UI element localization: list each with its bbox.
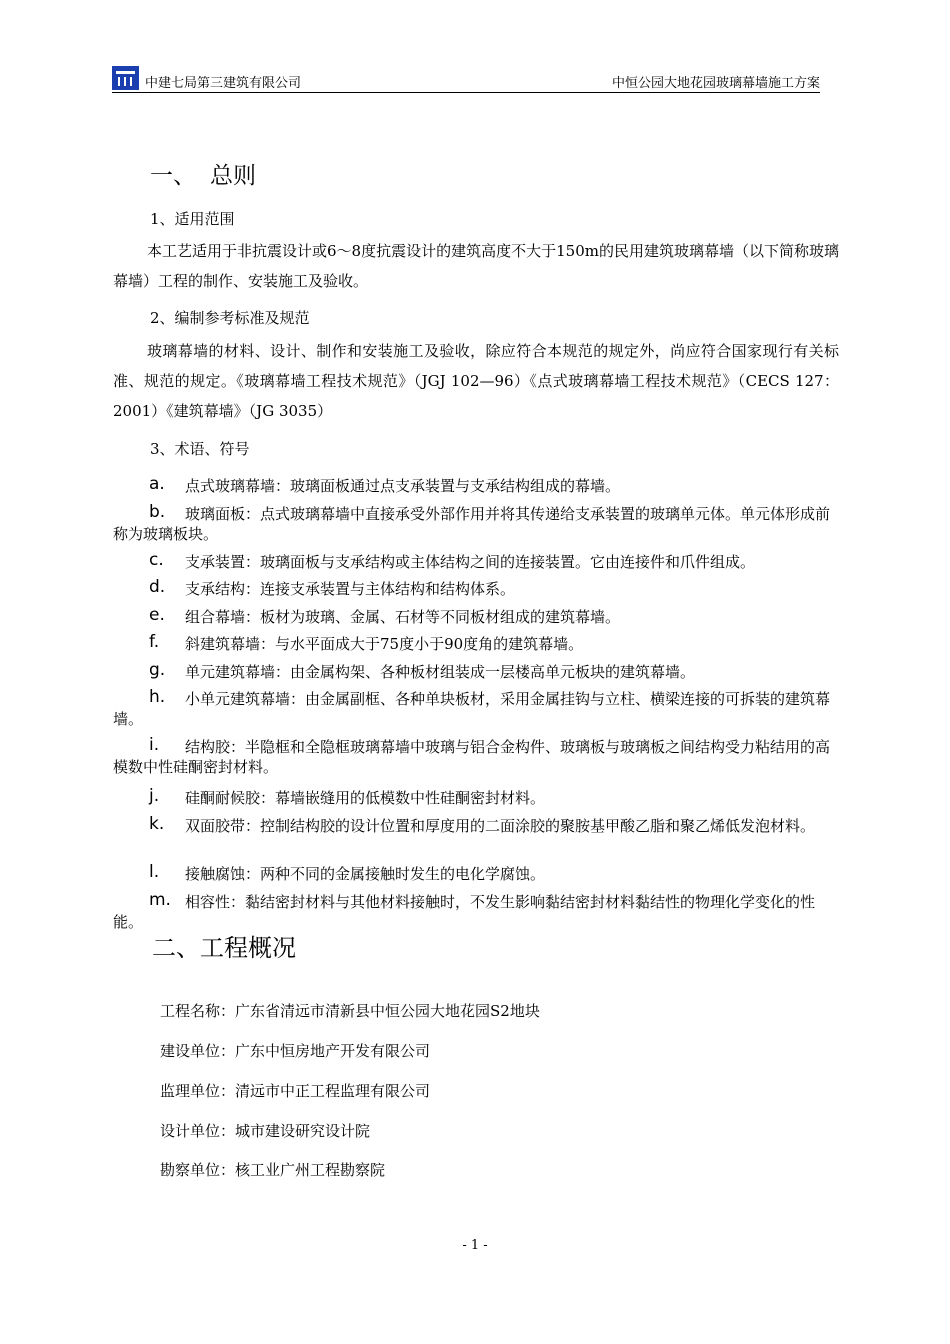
term-text: 双面胶带：控制结构胶的设计位置和厚度用的二面涂胶的聚胺基甲酸乙脂和聚乙烯低发泡材料。 [185,817,816,835]
term-text: 组合幕墙：板材为玻璃、金属、石材等不同板材组成的建筑幕墙。 [185,608,621,626]
term-text: 点式玻璃幕墙：玻璃面板通过点支承装置与支承结构组成的幕墙。 [185,477,621,495]
info-value: 广东省清远市清新县中恒公园大地花园S2地块 [235,1002,540,1020]
project-info-row [160,1000,540,1021]
term-letter: g. [149,660,166,680]
term-text: 玻璃面板：点式玻璃幕墙中直接承受外部作用并将其传递给支承装置的玻璃单元体。单元体形成前称为玻璃板块。 [113,505,831,543]
project-info-row [160,1040,430,1061]
term-letter: i. [149,735,160,755]
term-f [113,632,839,654]
section-2-heading: 二、工程概况 [152,934,296,962]
term-letter: f. [149,632,160,652]
project-info-row [160,1080,430,1101]
project-info-row [160,1120,370,1141]
info-label: 工程名称： [160,1002,236,1020]
term-letter: e. [149,605,165,625]
info-value: 城市建设研究设计院 [235,1122,371,1140]
term-text: 单元建筑幕墙：由金属构架、各种板材组装成一层楼高单元板块的建筑幕墙。 [185,663,696,681]
page-header [112,62,820,92]
term-m [113,890,839,932]
subsection-3-title: 3、术语、符号 [150,440,250,458]
term-k [113,814,839,836]
term-d [113,577,839,599]
info-value: 清远市中正工程监理有限公司 [235,1082,431,1100]
term-text: 支承装置：玻璃面板与支承结构或主体结构之间的连接装置。它由连接件和爪件组成。 [185,553,756,571]
term-letter: m. [149,890,171,910]
term-letter: c. [149,550,164,570]
term-text: 支承结构：连接支承装置与主体结构和结构体系。 [185,580,516,598]
subsection-2-body: 玻璃幕墙的材料、设计、制作和安装施工及验收，除应符合本规范的规定外，尚应符合国家现行有关标准、规范的规定。《玻璃幕墙工程技术规范》（JGJ 102—96）《点式玻璃幕墙工程技术规范》（CECS 127：2001）《建筑幕墙》（JG 3035） [113,342,839,420]
term-a [113,474,839,496]
term-b [113,502,839,544]
info-label: 设计单位： [160,1122,236,1140]
info-value: 核工业广州工程勘察院 [235,1161,386,1179]
header-divider [112,92,820,93]
term-text: 小单元建筑幕墙：由金属副框、各种单块板材，采用金属挂钩与立柱、横梁连接的可拆装的建筑幕墙。 [113,690,831,728]
term-e [113,605,839,627]
section-1-number: 一、 [150,163,196,189]
company-logo-icon [112,66,139,90]
term-g [113,660,839,682]
term-letter: k. [149,814,165,834]
term-letter: b. [149,502,166,522]
subsection-1-body: 本工艺适用于非抗震设计或6～8度抗震设计的建筑高度不大于150m的民用建筑玻璃幕墙（以下简称玻璃幕墙）工程的制作、安装施工及验收。 [113,242,839,290]
term-letter: a. [149,474,165,494]
info-label: 建设单位： [160,1042,236,1060]
term-l [113,862,839,884]
term-i [113,735,839,777]
company-name: 中建七局第三建筑有限公司 [145,76,302,91]
term-j [113,786,839,808]
term-text: 接触腐蚀：两种不同的金属接触时发生的电化学腐蚀。 [185,865,546,883]
term-letter: d. [149,577,166,597]
subsection-1-title: 1、适用范围 [150,210,235,228]
section-1-title: 总则 [210,163,256,189]
term-text: 结构胶：半隐框和全隐框玻璃幕墙中玻璃与铝合金构件、玻璃板与玻璃板之间结构受力粘结用的高模数中性硅酮密封材料。 [113,738,831,776]
term-text: 硅酮耐候胶：幕墙嵌缝用的低模数中性硅酮密封材料。 [185,789,546,807]
info-label: 勘察单位： [160,1161,236,1179]
term-c [113,550,839,572]
term-letter: l. [149,862,160,882]
term-text: 斜建筑幕墙：与水平面成大于75度小于90度角的建筑幕墙。 [185,635,584,653]
section-1-heading [150,157,256,190]
subsection-2-title: 2、编制参考标准及规范 [150,309,310,327]
info-label: 监理单位： [160,1082,236,1100]
page-number: - 1 - [462,1238,488,1253]
info-value: 广东中恒房地产开发有限公司 [235,1042,431,1060]
project-info-row [160,1159,385,1180]
term-letter: j. [149,786,160,806]
term-letter: h. [149,687,166,707]
document-title: 中恒公园大地花园玻璃幕墙施工方案 [611,76,820,91]
term-h [113,687,839,729]
term-text: 相容性：黏结密封材料与其他材料接触时，不发生影响黏结密封材料黏结性的物理化学变化的性能。 [113,893,816,931]
